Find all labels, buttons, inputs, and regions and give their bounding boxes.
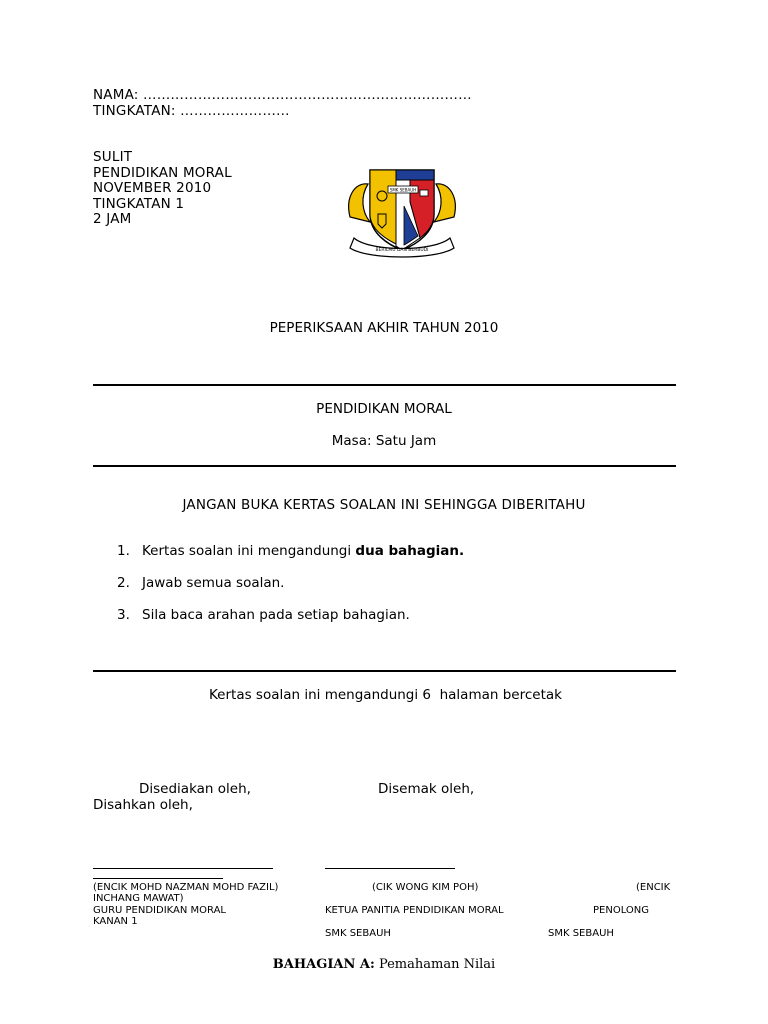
section-heading-title: Pemahaman Nilai (374, 957, 496, 972)
instruction-number: 2. (117, 575, 130, 591)
nama-line: NAMA: ……………………………………………………………… (93, 87, 472, 103)
paper-info-subject: PENDIDIKAN MORAL (93, 164, 232, 181)
instruction-bold: dua bahagian. (355, 543, 465, 559)
signatory-3-title-start: PENOLONG (593, 905, 650, 916)
signatory-3-name-end: INCHANG MAWAT) (93, 893, 184, 904)
signatory-3-name-start: (ENCIK (636, 882, 671, 893)
checked-by-label: Disemak oleh, (378, 781, 475, 797)
top-divider (93, 384, 676, 386)
section-heading-label: BAHAGIAN A: (272, 957, 375, 972)
middle-divider (93, 465, 676, 467)
school-crest-icon (340, 162, 464, 262)
instruction-2 (117, 575, 284, 591)
section-heading (0, 957, 768, 972)
signatory-1-name: (ENCIK MOHD NAZMAN MOHD FAZIL) (93, 882, 279, 893)
instruction-text: Jawab semua soalan. (142, 575, 285, 591)
approved-by-label: Disahkan oleh, (93, 797, 193, 813)
signature-line-approved (93, 878, 223, 879)
signatory-2-title: KETUA PANITIA PENDIDIKAN MORAL (325, 905, 504, 916)
instruction-3 (117, 607, 410, 623)
paper-info-form: TINGKATAN 1 (93, 195, 185, 212)
bottom-divider (93, 670, 676, 672)
page-count-note: Kertas soalan ini mengandungi 6 halaman bercetak (209, 687, 562, 703)
instruction-1 (117, 543, 464, 559)
paper-info (93, 150, 232, 228)
instruction-text: Kertas soalan ini mengandungi (142, 543, 356, 559)
signatory-2-school: SMK SEBAUH (325, 928, 391, 939)
crest-motto-text: BERILMU DAN BERBUDI (375, 248, 429, 253)
prepared-by-label: Disediakan oleh, (139, 781, 251, 797)
crest-banner-text: SMK SEBAUH (389, 187, 417, 193)
crest-graphic (340, 162, 464, 262)
paper-info-sulit: SULIT (93, 149, 133, 165)
warning-text: JANGAN BUKA KERTAS SOALAN INI SEHINGGA DIBERITAHU (182, 497, 586, 513)
instruction-text: Sila baca arahan pada setiap bahagian. (142, 607, 410, 623)
signature-line-checked (325, 868, 455, 869)
subject-title: PENDIDIKAN MORAL (316, 401, 452, 417)
signatory-1-title: GURU PENDIDIKAN MORAL (93, 905, 226, 916)
signatory-3-school: SMK SEBAUH (548, 928, 614, 939)
signature-line-prepared (93, 868, 273, 869)
paper-info-date: NOVEMBER 2010 (93, 180, 212, 196)
tingkatan-line: TINGKATAN: …………………… (93, 103, 290, 119)
paper-info-duration: 2 JAM (93, 211, 132, 227)
instruction-number: 3. (117, 607, 130, 623)
signatory-3-title-end: KANAN 1 (93, 916, 138, 927)
duration-text: Masa: Satu Jam (331, 433, 437, 449)
instruction-number: 1. (117, 543, 130, 559)
signatory-2-name: (CIK WONG KIM POH) (372, 882, 479, 893)
exam-title: PEPERIKSAAN AKHIR TAHUN 2010 (269, 320, 499, 336)
